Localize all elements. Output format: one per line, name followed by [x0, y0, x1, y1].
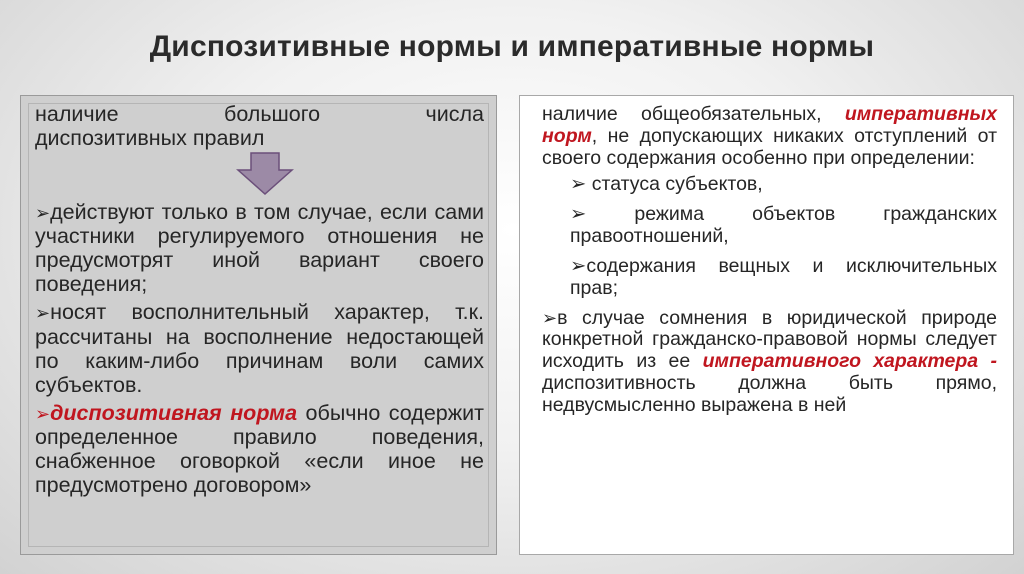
intro-text: наличие общеобязательных,	[542, 103, 822, 125]
bullet-arrow-icon: ➢	[542, 307, 558, 328]
bullet-arrow-icon: ➢	[570, 254, 587, 277]
sub-item-status	[542, 174, 997, 196]
bullet-text: диспозитивность должна быть прямо, недвусмысленно выражена в ней	[542, 372, 997, 416]
bullet-arrow-icon: ➢	[35, 303, 51, 324]
intro-text: , не допускающих никаких отступлений от своего содержания особенно при определении:	[542, 124, 997, 169]
bullet-text: действуют только в том случае, если сами участники регулируемого отношения не предусмотрят иной вариант своего поведения;	[35, 200, 484, 297]
down-arrow	[35, 152, 484, 196]
imperative-norms-panel	[519, 95, 1014, 555]
highlight-imperative-norms: императивных норм	[542, 103, 997, 147]
dispositive-bullet-1	[35, 200, 484, 296]
bullet-arrow-icon: ➢	[570, 173, 587, 196]
sub-item-regime	[542, 204, 997, 248]
bullet-text: обычно содержит определенное правило поведения, снабженное оговоркой «если иное не предусмотрено договором»	[35, 400, 484, 498]
sub-item-content	[542, 256, 997, 300]
bullet-arrow-icon: ➢	[570, 203, 587, 226]
intro-line-1: наличие большого числа	[35, 102, 484, 126]
bullet-arrow-icon: ➢	[35, 403, 51, 424]
highlight-imperative-character: императивного характера -	[702, 350, 998, 373]
bullet-text: в случае сомнения в юридической природе конкретной гражданско-правовой нормы следует исходить из ее	[542, 306, 997, 373]
sub-text: статуса субъектов,	[586, 173, 763, 196]
down-arrow-icon	[235, 152, 295, 196]
dispositive-norms-panel	[20, 95, 497, 555]
slide-title: Диспозитивные нормы и императивные нормы	[149, 30, 875, 63]
dispositive-bullet-2	[35, 300, 484, 396]
bullet-arrow-icon: ➢	[35, 203, 51, 224]
imperative-intro	[542, 104, 997, 169]
sub-text: режима объектов гражданских правоотношений,	[570, 203, 997, 248]
dispositive-intro	[35, 102, 484, 150]
sub-text: содержания вещных и исключительных прав;	[570, 254, 997, 299]
dispositive-bullet-3	[35, 401, 484, 497]
intro-line-2: диспозитивных правил	[35, 126, 265, 151]
highlight-dispositive-norm: диспозитивная норма	[50, 400, 298, 425]
imperative-bullet	[542, 308, 997, 417]
bullet-text: носят восполнительный характер, т.к. рассчитаны на восполнение недостающей по каким-либо причинам воли самих субъектов.	[35, 300, 484, 397]
